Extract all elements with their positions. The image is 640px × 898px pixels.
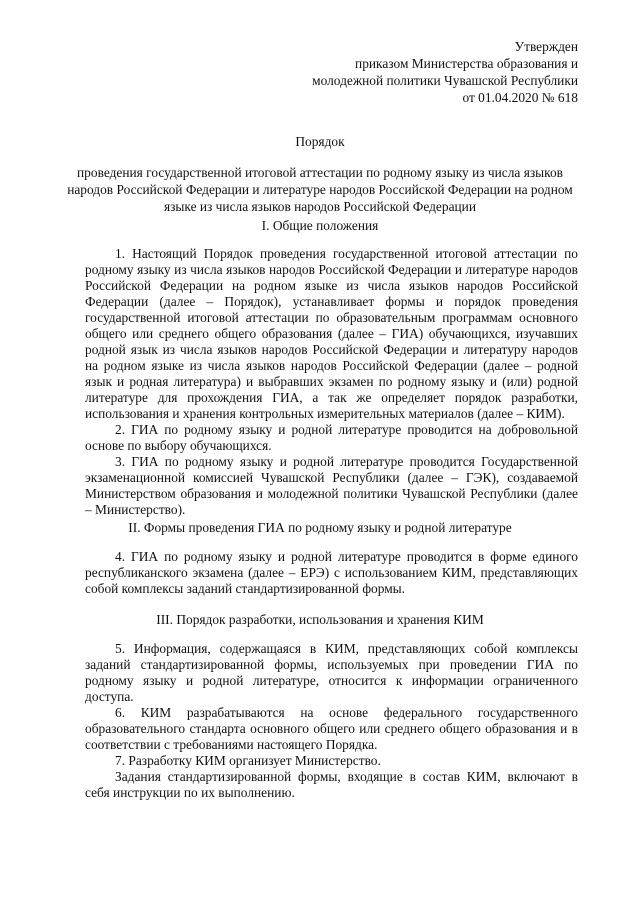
section-2-heading: II. Формы проведения ГИА по родному языку и родной литературе xyxy=(128,520,512,535)
section-3-heading: III. Порядок разработки, использования и хранения КИМ xyxy=(156,612,484,627)
paragraph-7: 7. Разработку КИМ организует Министерство. xyxy=(115,753,381,768)
approval-line-4: от 01.04.2020 № 618 xyxy=(462,90,578,105)
section-3-body xyxy=(85,641,578,801)
paragraph-1: 1. Настоящий Порядок проведения государственной итоговой аттестации по родному языку из числа языков народов Российской Федерации и литературе народов Российской Федерации на родном языке из числа языков народов Российской Федерации (далее – Порядок), устанавливает формы и порядок проведения государственной итоговой аттестации по образовательным программам основного общего или среднего общего образования (далее – ГИА) обучающихся, изучавших родной язык из числа языков народов Российской Федерации и литературу народов на родном языке из числа языков народов Российской Федерации (далее – родной язык и родная литература) и выбравших экзамен по родному языку и (или) родной литературе для прохождения ГИА, а так же определяет порядок разработки, использования и хранения контрольных измерительных материалов (далее – КИМ). xyxy=(85,246,578,421)
paragraph-5: 5. Информация, содержащаяся в КИМ, представляющих собой комплексы заданий стандартизированной формы, используемых при проведении ГИА по родному языку и родной литературе, относится к информации ограниченного доступа. xyxy=(85,641,578,704)
document-subtitle: проведения государственной итоговой аттестации по родному языку из числа языков народов Российской Федерации и литературе народов Российской Федерации на родном языке из числа языков народов Российской Федерации xyxy=(67,165,573,214)
paragraph-6: 6. КИМ разрабатываются на основе федерального государственного образовательного стандарта основного общего или среднего общего образования и в соответствии с требованиями настоящего Порядка. xyxy=(85,705,578,752)
paragraph-3: 3. ГИА по родному языку и родной литературе проводится Государственной экзаменационной комиссией Чувашской Республики (далее – ГЭК), создаваемой Министерством образования и молодежной политики Чувашской Республики (далее – Министерство). xyxy=(85,454,578,517)
paragraph-8: Задания стандартизированной формы, входящие в состав КИМ, включают в себя инструкции по их выполнению. xyxy=(85,769,578,800)
approval-stamp xyxy=(312,38,578,106)
document-title: Порядок xyxy=(295,134,345,149)
section-1-body xyxy=(85,246,578,518)
paragraph-4: 4. ГИА по родному языку и родной литературе проводится в форме единого республиканского экзамена (далее – ЕРЭ) с использованием КИМ, представляющих собой комплексы заданий стандартизированной формы. xyxy=(85,549,578,596)
approval-line-2: приказом Министерства образования и xyxy=(355,56,578,71)
section-2-body xyxy=(85,549,578,597)
section-1-heading: I. Общие положения xyxy=(261,218,379,233)
paragraph-2: 2. ГИА по родному языку и родной литературе проводится на добровольной основе по выбору обучающихся. xyxy=(85,422,578,453)
approval-line-1: Утвержден xyxy=(514,39,578,54)
approval-line-3: молодежной политики Чувашской Республики xyxy=(312,73,578,88)
